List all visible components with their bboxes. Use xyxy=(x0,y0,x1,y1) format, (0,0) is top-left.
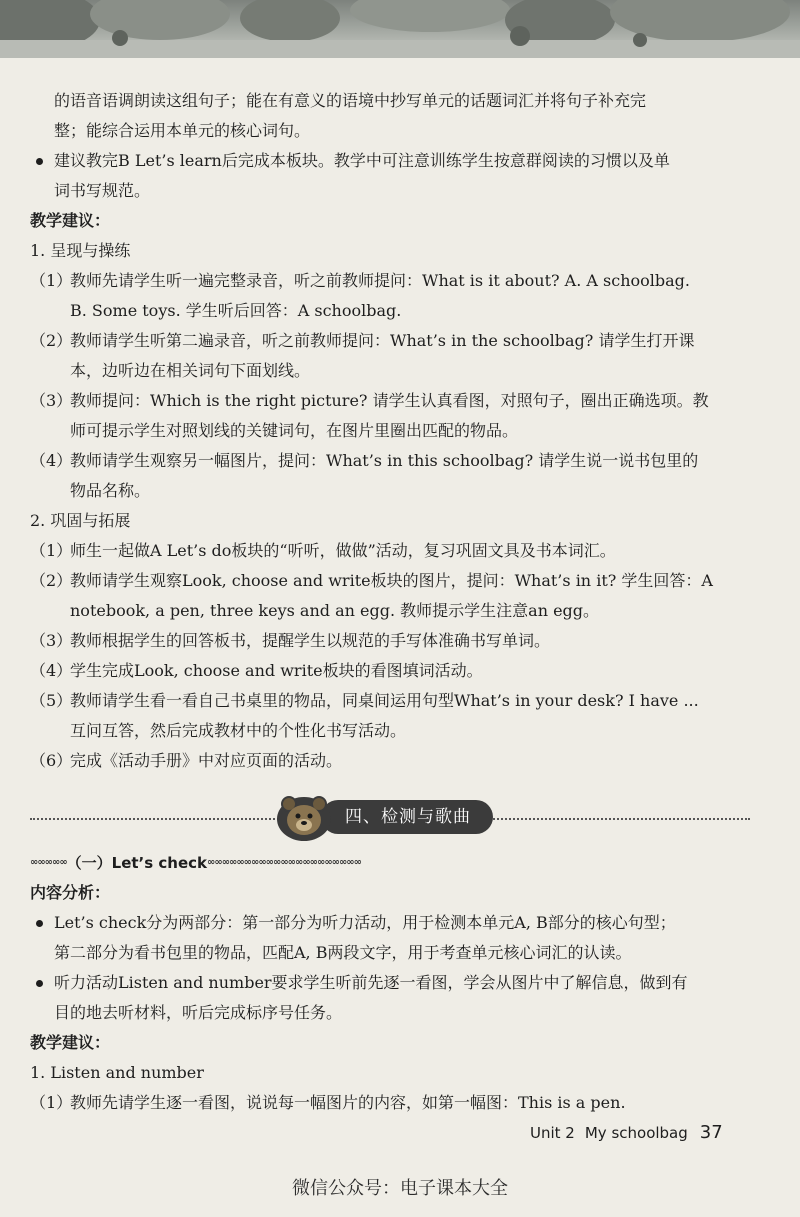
wave-decoration-icon: ∞∞∞∞∞ xyxy=(30,857,67,868)
item-text-cont: notebook, a pen, three keys and an egg. 教师提示学生注意an egg。 xyxy=(70,601,600,620)
intro-bullet-cont: 词书写规范。 xyxy=(54,181,151,200)
page-number: 37 xyxy=(699,1122,723,1143)
top-illustration-banner xyxy=(0,0,800,58)
section-title-pill xyxy=(275,792,493,842)
content-analysis-heading: 内容分析： xyxy=(30,883,111,902)
section-title: 四、检测与歌曲 xyxy=(321,800,493,834)
watermark-text: 微信公众号：电子课本大全 xyxy=(292,1178,508,1199)
footer-title: My schoolbag xyxy=(584,1124,688,1142)
part1-item xyxy=(30,266,750,326)
item-number: （2） xyxy=(30,571,73,590)
part2-item xyxy=(30,626,750,656)
analysis-bullet: Let’s check分为两部分：第一部分为听力活动，用于检测本单元A, B部分的核心句型； xyxy=(30,908,750,938)
intro-line: 整；能综合运用本单元的核心词句。 xyxy=(54,121,311,140)
analysis-bullet-cont: 第二部分为看书包里的物品，匹配A, B两段文字，用于考查单元核心词汇的认读。 xyxy=(54,943,632,962)
item-text: 师生一起做A Let’s do板块的“听听，做做”活动，复习巩固文具及书本词汇。 xyxy=(70,541,616,560)
teaching-suggestions-heading: 教学建议： xyxy=(30,211,111,230)
part2-item xyxy=(30,746,750,776)
item-text: 学生完成Look, choose and write板块的看图填词活动。 xyxy=(70,661,483,680)
item-text: 教师请学生看一看自己书桌里的物品，同桌间运用句型What’s in your desk? I have ... xyxy=(70,691,699,710)
wave-decoration-icon: ∞∞∞∞∞∞∞∞∞∞∞∞∞∞∞∞∞∞∞∞∞ xyxy=(207,857,361,868)
listen-and-number-title: 1. Listen and number xyxy=(30,1063,204,1082)
page-footer xyxy=(530,1122,723,1143)
item-number: （4） xyxy=(30,661,73,680)
part1-title: 1. 呈现与操练 xyxy=(30,241,131,260)
item-text: 教师提问：Which is the right picture? 请学生认真看图，对照句子，圈出正确选项。教 xyxy=(70,391,709,410)
item-number: （1） xyxy=(30,271,73,290)
lets-check-title xyxy=(30,848,750,878)
item-text: 教师根据学生的回答板书，提醒学生以规范的手写体准确书写单词。 xyxy=(70,631,551,650)
item-text: 完成《活动手册》中对应页面的活动。 xyxy=(70,751,343,770)
item-number: （3） xyxy=(30,631,73,650)
item-number: （6） xyxy=(30,751,73,770)
teaching-suggestions-heading: 教学建议： xyxy=(30,1033,111,1052)
item-text-cont: 本，边听边在相关词句下面划线。 xyxy=(70,361,311,380)
item-number: （4） xyxy=(30,451,73,470)
item-number: （1） xyxy=(30,541,73,560)
section-header xyxy=(30,784,750,844)
part2-item xyxy=(30,656,750,686)
item-number: （1） xyxy=(30,1093,73,1112)
banner-scenery-icon xyxy=(0,0,800,58)
part2-item xyxy=(30,536,750,566)
part1-item xyxy=(30,446,750,506)
item-text-cont: 师可提示学生对照划线的关键词句，在图片里圈出匹配的物品。 xyxy=(70,421,519,440)
intro-line: 的语音语调朗读这组句子；能在有意义的语境中抄写单元的话题词汇并将句子补充完 xyxy=(54,91,647,110)
part2-title: 2. 巩固与拓展 xyxy=(30,511,131,530)
analysis-bullet: 听力活动Listen and number要求学生听前先逐一看图，学会从图片中了解信息，做到有 xyxy=(30,968,750,998)
item-text: 教师请学生观察另一幅图片，提问：What’s in this schoolbag? 请学生说一说书包里的 xyxy=(70,451,699,470)
item-text: 教师请学生观察Look, choose and write板块的图片，提问：What’s in it? 学生回答：A xyxy=(70,571,713,590)
lets-check-label: （一）Let’s check xyxy=(66,854,208,872)
item-text-cont: 物品名称。 xyxy=(70,481,151,500)
part1-item xyxy=(30,386,750,446)
item-text-cont: 互问互答，然后完成教材中的个性化书写活动。 xyxy=(70,721,407,740)
item-number: （5） xyxy=(30,691,73,710)
item-text: 教师请学生听第二遍录音，听之前教师提问：What’s in the schoolbag? 请学生打开课 xyxy=(70,331,695,350)
part2-item xyxy=(30,686,750,746)
item-number: （3） xyxy=(30,391,73,410)
item-text: 教师先请学生听一遍完整录音，听之前教师提问：What is it about? A. A schoolbag. xyxy=(70,271,691,290)
footer-unit: Unit 2 xyxy=(530,1124,575,1142)
part1-item xyxy=(30,326,750,386)
item-text: 教师先请学生逐一看图，说说每一幅图片的内容，如第一幅图：This is a pen. xyxy=(70,1093,626,1112)
bear-mascot-icon xyxy=(275,792,333,842)
item-number: （2） xyxy=(30,331,73,350)
intro-bullet: 建议教完B Let’s learn后完成本板块。教学中可注意训练学生按意群阅读的习惯以及单 xyxy=(30,146,750,176)
part2-item xyxy=(30,566,750,626)
item-text-cont: B. Some toys. 学生听后回答：A schoolbag. xyxy=(70,301,402,320)
analysis-bullet-cont: 目的地去听材料，听后完成标序号任务。 xyxy=(54,1003,343,1022)
page-body xyxy=(30,86,750,1118)
check-item xyxy=(30,1088,750,1118)
